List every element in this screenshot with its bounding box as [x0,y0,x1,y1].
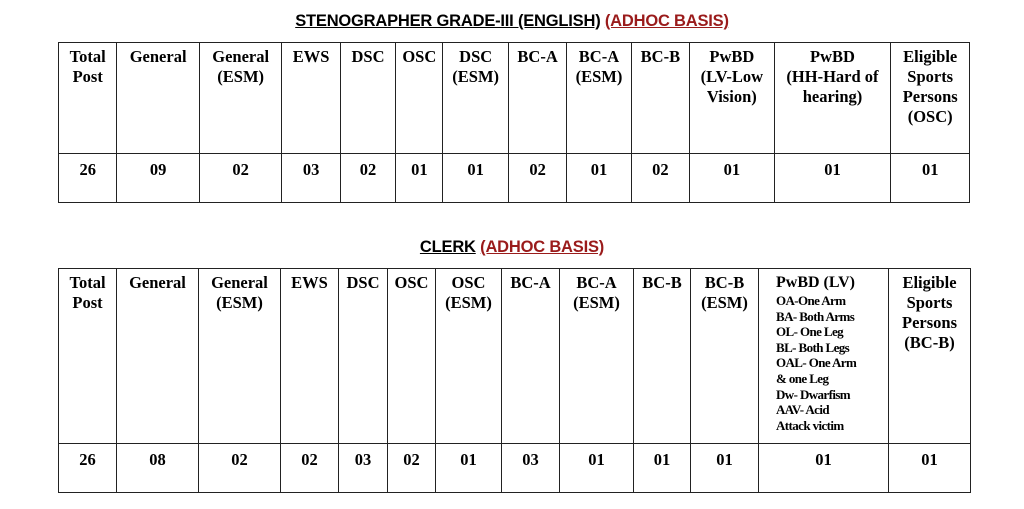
steno-basis: (ADHOC BASIS) [604,12,729,30]
clerk-header-text: BC-B [642,273,682,292]
steno-header-cell [567,43,631,154]
clerk-title: CLERK [419,238,476,256]
steno-header-cell [396,43,443,154]
clerk-header-text: OSC [394,273,429,292]
clerk-basis: (ADHOC BASIS) [480,238,605,256]
clerk-header-cell [199,269,281,444]
clerk-header-cell [889,269,971,444]
clerk-pwbd-line: OA-One Arm [776,293,846,308]
clerk-pwbd-title: PwBD (LV) [776,274,855,291]
clerk-pwbd-line: AAV- Acid [776,402,829,418]
clerk-value-cell: 02 [199,444,281,493]
steno-value-cell: 03 [282,154,340,203]
steno-header-cell [340,43,395,154]
steno-header-cell [631,43,689,154]
steno-header-cell [117,43,200,154]
steno-value-cell: 01 [443,154,508,203]
steno-header-text: OSC [402,47,437,66]
steno-value-cell: 01 [690,154,775,203]
clerk-header-text: General (ESM) [211,273,268,312]
clerk-value-cell: 01 [889,444,971,493]
steno-header-cell [199,43,282,154]
clerk-value-cell: 02 [388,444,436,493]
steno-header-text: PwBD (LV-Low Vision) [700,47,763,106]
steno-header-cell [508,43,566,154]
clerk-value-cell: 03 [339,444,388,493]
clerk-header-text: OSC (ESM) [445,273,492,312]
steno-value-cell: 02 [199,154,282,203]
steno-heading [0,12,1024,31]
steno-header-text: General (ESM) [212,47,270,86]
clerk-header-cell [117,269,199,444]
steno-value-cell: 26 [59,154,117,203]
clerk-value-cell: 03 [502,444,560,493]
clerk-header-cell [502,269,560,444]
clerk-value-row [59,444,971,493]
steno-vacancy-table [58,42,970,203]
clerk-value-cell: 26 [59,444,117,493]
steno-value-cell: 01 [891,154,970,203]
steno-header-cell [891,43,970,154]
clerk-header-text: EWS [291,273,328,292]
steno-header-cell [59,43,117,154]
clerk-header-text: Eligible Sports Persons (BC-B) [902,273,957,352]
clerk-heading [0,238,1024,257]
steno-value-cell: 02 [340,154,395,203]
clerk-header-cell [339,269,388,444]
steno-value-row [59,154,970,203]
clerk-pwbd-line: OAL- One Arm [776,355,857,371]
steno-value-cell: 09 [117,154,200,203]
clerk-vacancy-table [58,268,971,493]
clerk-value-cell: 02 [281,444,339,493]
clerk-header-cell [634,269,691,444]
clerk-header-text: Total Post [69,273,106,312]
steno-header-text: BC-A [517,47,558,66]
clerk-value-cell: 01 [759,444,889,493]
steno-value-cell: 01 [774,154,891,203]
steno-header-text: General [129,47,187,66]
clerk-header-cell [281,269,339,444]
steno-value-cell: 02 [508,154,566,203]
clerk-header-cell [691,269,759,444]
steno-header-cell [282,43,340,154]
steno-header-cell [774,43,891,154]
steno-header-text: BC-A (ESM) [575,47,623,86]
steno-header-cell [690,43,775,154]
clerk-header-cell [388,269,436,444]
clerk-header-row [59,269,971,444]
clerk-value-cell: 01 [691,444,759,493]
clerk-pwbd-line: BA- Both Arms [776,308,855,324]
clerk-header-text: BC-A (ESM) [573,273,620,312]
clerk-header-text: DSC [346,273,380,292]
steno-header-text: BC-B [640,47,681,66]
clerk-header-cell [59,269,117,444]
clerk-header-text: BC-A [510,273,551,292]
clerk-pwbd-line: Attack victim [776,417,844,433]
steno-title: STENOGRAPHER GRADE-III (ENGLISH) [295,12,601,30]
steno-header-text: DSC (ESM) [452,47,500,86]
steno-value-cell: 01 [396,154,443,203]
steno-header-row [59,43,970,154]
clerk-header-cell [436,269,502,444]
steno-header-text: EWS [292,47,330,66]
clerk-header-text: General [129,273,186,292]
steno-header-text: Total Post [69,47,106,86]
clerk-pwbd-line: BL- Both Legs [776,339,850,355]
steno-header-text: PwBD (HH-Hard of hearing) [786,47,879,106]
clerk-pwbd-line: OL- One Leg [776,324,844,340]
steno-header-text: Eligible Sports Persons (OSC) [902,47,958,126]
clerk-value-cell: 01 [560,444,634,493]
clerk-value-cell: 01 [436,444,502,493]
clerk-header-cell [560,269,634,444]
steno-header-cell [443,43,508,154]
clerk-header-text: BC-B (ESM) [701,273,748,312]
steno-value-cell: 01 [567,154,631,203]
clerk-value-cell: 01 [634,444,691,493]
steno-value-cell: 02 [631,154,689,203]
clerk-pwbd-header-cell [759,269,889,444]
clerk-pwbd-line: & one Leg [776,370,829,386]
clerk-pwbd-line: Dw- Dwarfism [776,386,851,402]
steno-header-text: DSC [351,47,385,66]
clerk-value-cell: 08 [117,444,199,493]
